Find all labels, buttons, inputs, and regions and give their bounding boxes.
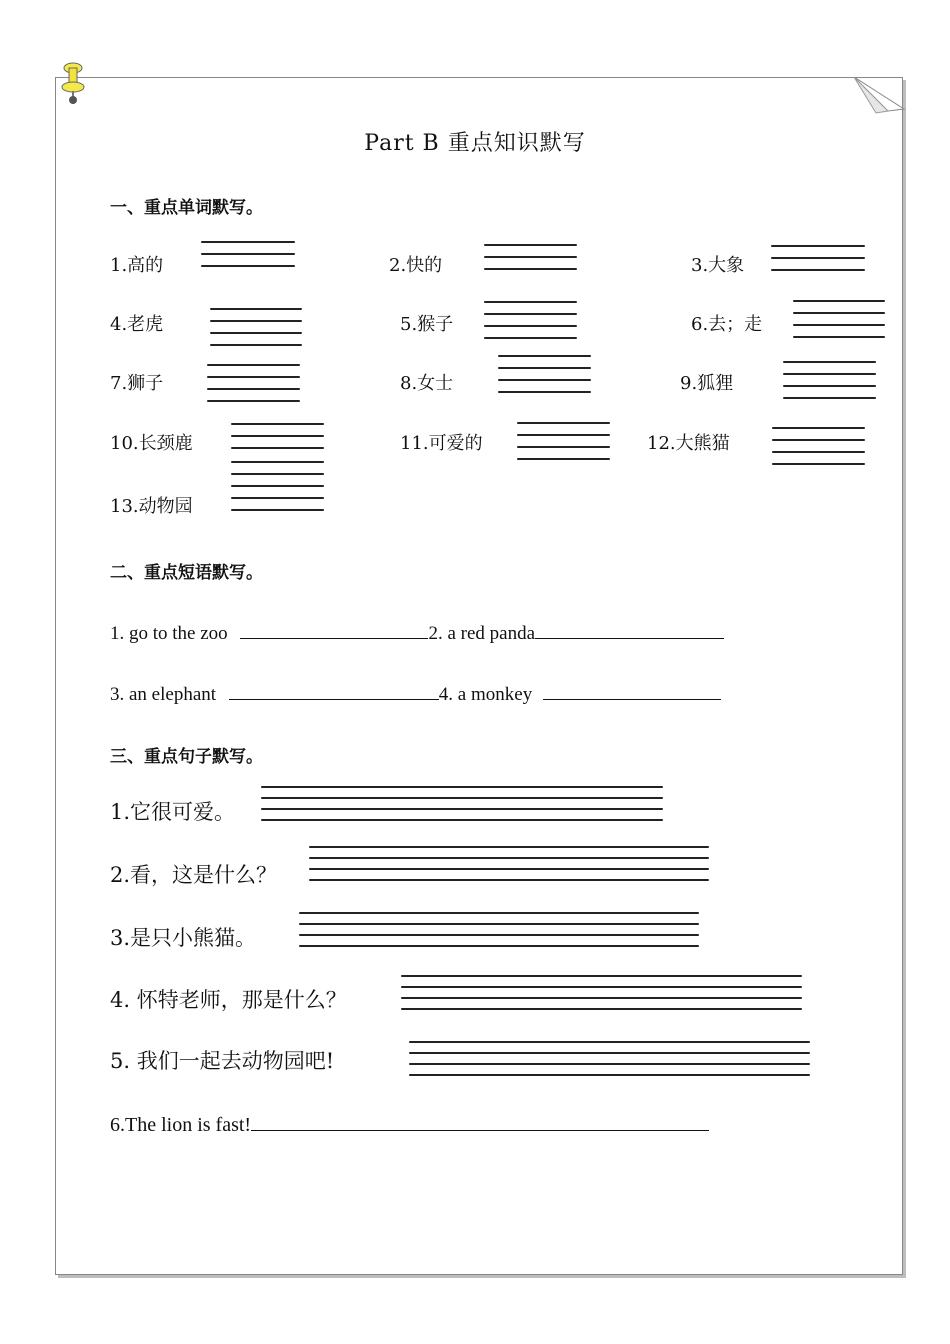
answer-blank[interactable] (251, 1110, 709, 1131)
sentence-item: 1.它很可爱。 (110, 800, 236, 824)
word-item: 11.可爱的 (400, 433, 483, 454)
answer-blank[interactable] (240, 620, 428, 639)
answer-blank[interactable] (543, 681, 721, 700)
answer-lines[interactable] (409, 1041, 810, 1085)
answer-lines[interactable] (231, 423, 324, 459)
answer-lines[interactable] (309, 846, 709, 890)
answer-lines[interactable] (484, 244, 577, 280)
answer-lines[interactable] (401, 975, 802, 1019)
sentence-item: 5. 我们一起去动物园吧! (110, 1049, 335, 1073)
answer-lines[interactable] (231, 461, 324, 521)
answer-lines[interactable] (201, 241, 295, 277)
answer-lines[interactable] (517, 422, 610, 470)
sentence-row (110, 1110, 709, 1137)
word-item: 1.高的 (110, 255, 164, 276)
phrase-item: 2. a red panda (428, 623, 535, 644)
phrase-item: 4. a monkey (438, 684, 533, 705)
section-heading-words: 一、重点单词默写。 (110, 198, 263, 218)
answer-blank[interactable] (229, 681, 439, 700)
pushpin-icon (60, 60, 90, 110)
answer-lines[interactable] (783, 361, 876, 409)
word-item: 5.猴子 (400, 314, 454, 335)
word-item: 9.狐狸 (680, 373, 734, 394)
word-item: 7.狮子 (110, 373, 164, 394)
answer-lines[interactable] (484, 301, 577, 349)
section-heading-phrases: 二、重点短语默写。 (110, 563, 263, 583)
sentence-item: 2.看，这是什么？ (110, 863, 278, 887)
phrase-item: 1. go to the zoo (110, 623, 228, 644)
word-item: 2.快的 (389, 255, 443, 276)
word-item: 3.大象 (691, 255, 745, 276)
answer-lines[interactable] (793, 300, 885, 348)
answer-lines[interactable] (299, 912, 699, 956)
word-item: 6.去；走 (691, 314, 763, 335)
word-item: 4.老虎 (110, 314, 164, 335)
section-heading-sentences: 三、重点句子默写。 (110, 747, 263, 767)
sentence-item: 6.The lion is fast! (110, 1114, 252, 1136)
sentence-item: 4. 怀特老师，那是什么？ (110, 988, 347, 1012)
word-item: 13.动物园 (110, 496, 193, 517)
word-item: 12.大熊猫 (647, 433, 730, 454)
answer-lines[interactable] (498, 355, 591, 403)
phrase-item: 3. an elephant (110, 684, 217, 705)
answer-blank[interactable] (535, 620, 724, 639)
answer-lines[interactable] (261, 786, 663, 830)
sentence-item: 3.是只小熊猫。 (110, 926, 257, 950)
answer-lines[interactable] (207, 364, 300, 412)
answer-lines[interactable] (772, 427, 865, 475)
phrase-row (110, 620, 724, 645)
word-item: 8.女士 (400, 373, 454, 394)
answer-lines[interactable] (771, 245, 865, 281)
page-title: Part B 重点知识默写 (364, 131, 586, 156)
word-item: 10.长颈鹿 (110, 433, 193, 454)
answer-lines[interactable] (210, 308, 302, 356)
page-curl-icon (846, 77, 906, 117)
phrase-row (110, 681, 721, 706)
